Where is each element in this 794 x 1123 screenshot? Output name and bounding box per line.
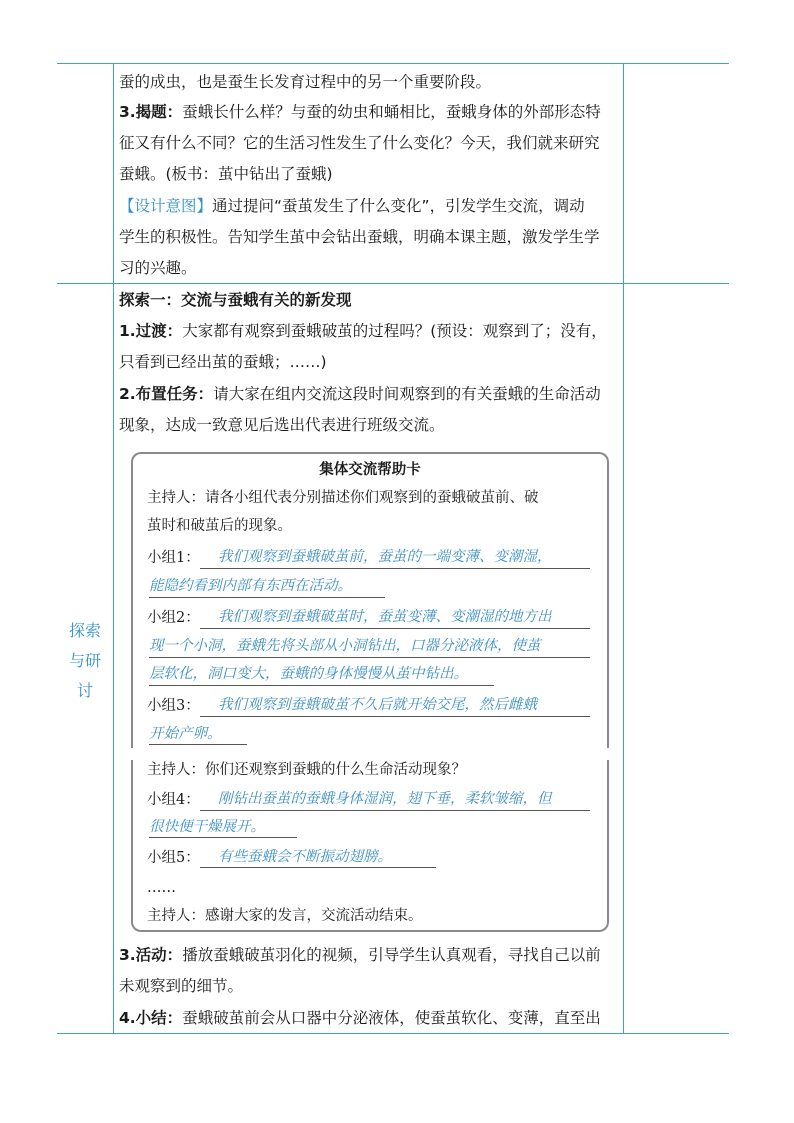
answer-underline	[200, 568, 590, 569]
transition-text: 大家都有观察到蚕蛾破茧的过程吗？(预设：观察到了；没有，	[182, 322, 607, 340]
row-divider	[57, 283, 729, 284]
intent-line: 习的兴趣。	[119, 259, 197, 277]
group-label: 小组1：	[147, 550, 200, 566]
answer-underline	[200, 716, 590, 717]
explore-title: 探索一：交流与蚕蛾有关的新发现	[119, 291, 352, 309]
task-heading: 2.布置任务：	[119, 385, 214, 403]
intent-paragraph	[119, 196, 585, 216]
group-label: 小组5：	[147, 850, 200, 866]
section-label	[57, 616, 113, 706]
host-line: 主持人：感谢大家的发言，交流活动结束。	[147, 908, 423, 924]
host-line: 主持人：你们还观察到蚕蛾的什么生命活动现象？	[147, 762, 466, 778]
group-answer: 我们观察到蚕蛾破茧时，蚕茧变薄、变潮湿的地方出	[218, 609, 552, 625]
answer-underline	[149, 744, 247, 745]
reveal-heading: 3.揭题：	[119, 103, 183, 121]
group-answer: 刚钻出蚕茧的蚕蛾身体湿润，翅下垂，柔软皱缩，但	[218, 791, 552, 807]
group-answer: 我们观察到蚕蛾破茧不久后就开始交尾，然后雌蛾	[218, 697, 537, 713]
reveal-text: 蚕蛾长什么样？与蚕的幼虫和蛹相比，蚕蛾身体的外部形态特	[182, 103, 601, 121]
activity-paragraph	[119, 945, 601, 965]
column-divider-right	[623, 63, 624, 1034]
reveal-line: 征又有什么不同？它的生活习性发生了什么变化？今天，我们就来研究	[119, 134, 600, 152]
reveal-paragraph	[119, 102, 601, 122]
summary-paragraph	[119, 1008, 601, 1028]
host-line: 茧时和破茧后的现象。	[147, 518, 292, 534]
answer-underline	[149, 837, 297, 838]
transition-paragraph	[119, 321, 607, 341]
reveal-line: 蚕蛾。(板书：茧中钻出了蚕蛾)	[119, 165, 333, 183]
answer-underline	[149, 685, 494, 686]
table-bottom-border	[57, 1033, 729, 1034]
answer-underline	[200, 628, 590, 629]
ellipsis: ……	[147, 880, 176, 896]
intent-text: 通过提问“蚕茧发生了什么变化”，引发学生交流，调动	[212, 197, 585, 215]
activity-heading: 3.活动：	[119, 946, 183, 964]
table-top-border	[57, 63, 729, 64]
group-answer: 有些蚕蛾会不断振动翅膀。	[218, 849, 392, 865]
activity-line: 未观察到的细节。	[119, 977, 244, 995]
answer-underline	[200, 867, 436, 868]
transition-line: 只看到已经出茧的蚕蛾；……)	[119, 353, 327, 371]
intent-line: 学生的积极性。告知学生茧中会钻出蚕蛾，明确本课主题，激发学生学	[119, 228, 600, 246]
help-card-title: 集体交流帮助卡	[319, 462, 421, 478]
group-answer: 层软化，洞口变大，蚕蛾的身体慢慢从茧中钻出。	[149, 666, 468, 682]
summary-text: 蚕蛾破茧前会从口器中分泌液体，使蚕茧软化、变薄，直至出	[182, 1009, 601, 1027]
group-label: 小组4：	[147, 792, 200, 808]
section-label-line: 与研	[68, 651, 101, 670]
activity-text: 播放蚕蛾破茧羽化的视频，引导学生认真观看，寻找自己以前	[182, 946, 601, 964]
task-paragraph	[119, 384, 601, 404]
answer-underline	[149, 597, 385, 598]
section-label-line: 讨	[76, 681, 93, 700]
group-answer: 我们观察到蚕蛾破茧前，蚕茧的一端变薄、变潮湿，	[218, 549, 552, 565]
transition-heading: 1.过渡：	[119, 322, 183, 340]
group-answer: 现一个小洞，蚕蛾先将头部从小洞钻出，口器分泌液体，使茧	[149, 638, 541, 654]
column-divider-left	[113, 63, 114, 1034]
answer-underline	[149, 657, 590, 658]
group-answer: 开始产卵。	[149, 726, 222, 742]
answer-underline	[200, 810, 590, 811]
group-answer: 能隐约看到内部有东西在活动。	[149, 578, 352, 594]
section-label-line: 探索	[68, 621, 101, 640]
group-label: 小组3：	[147, 698, 200, 714]
group-label: 小组2：	[147, 610, 200, 626]
group-answer: 很快便干燥展开。	[149, 819, 265, 835]
intent-heading: 【设计意图】	[119, 197, 213, 215]
summary-heading: 4.小结：	[119, 1009, 183, 1027]
task-line: 现象，达成一致意见后选出代表进行班级交流。	[119, 416, 445, 434]
intro-line: 蚕的成虫，也是蚕生长发育过程中的另一个重要阶段。	[119, 73, 492, 91]
host-line: 主持人：请各小组代表分别描述你们观察到的蚕蛾破茧前、破	[147, 490, 539, 506]
task-text: 请大家在组内交流这段时间观察到的有关蚕蛾的生命活动	[213, 385, 601, 403]
